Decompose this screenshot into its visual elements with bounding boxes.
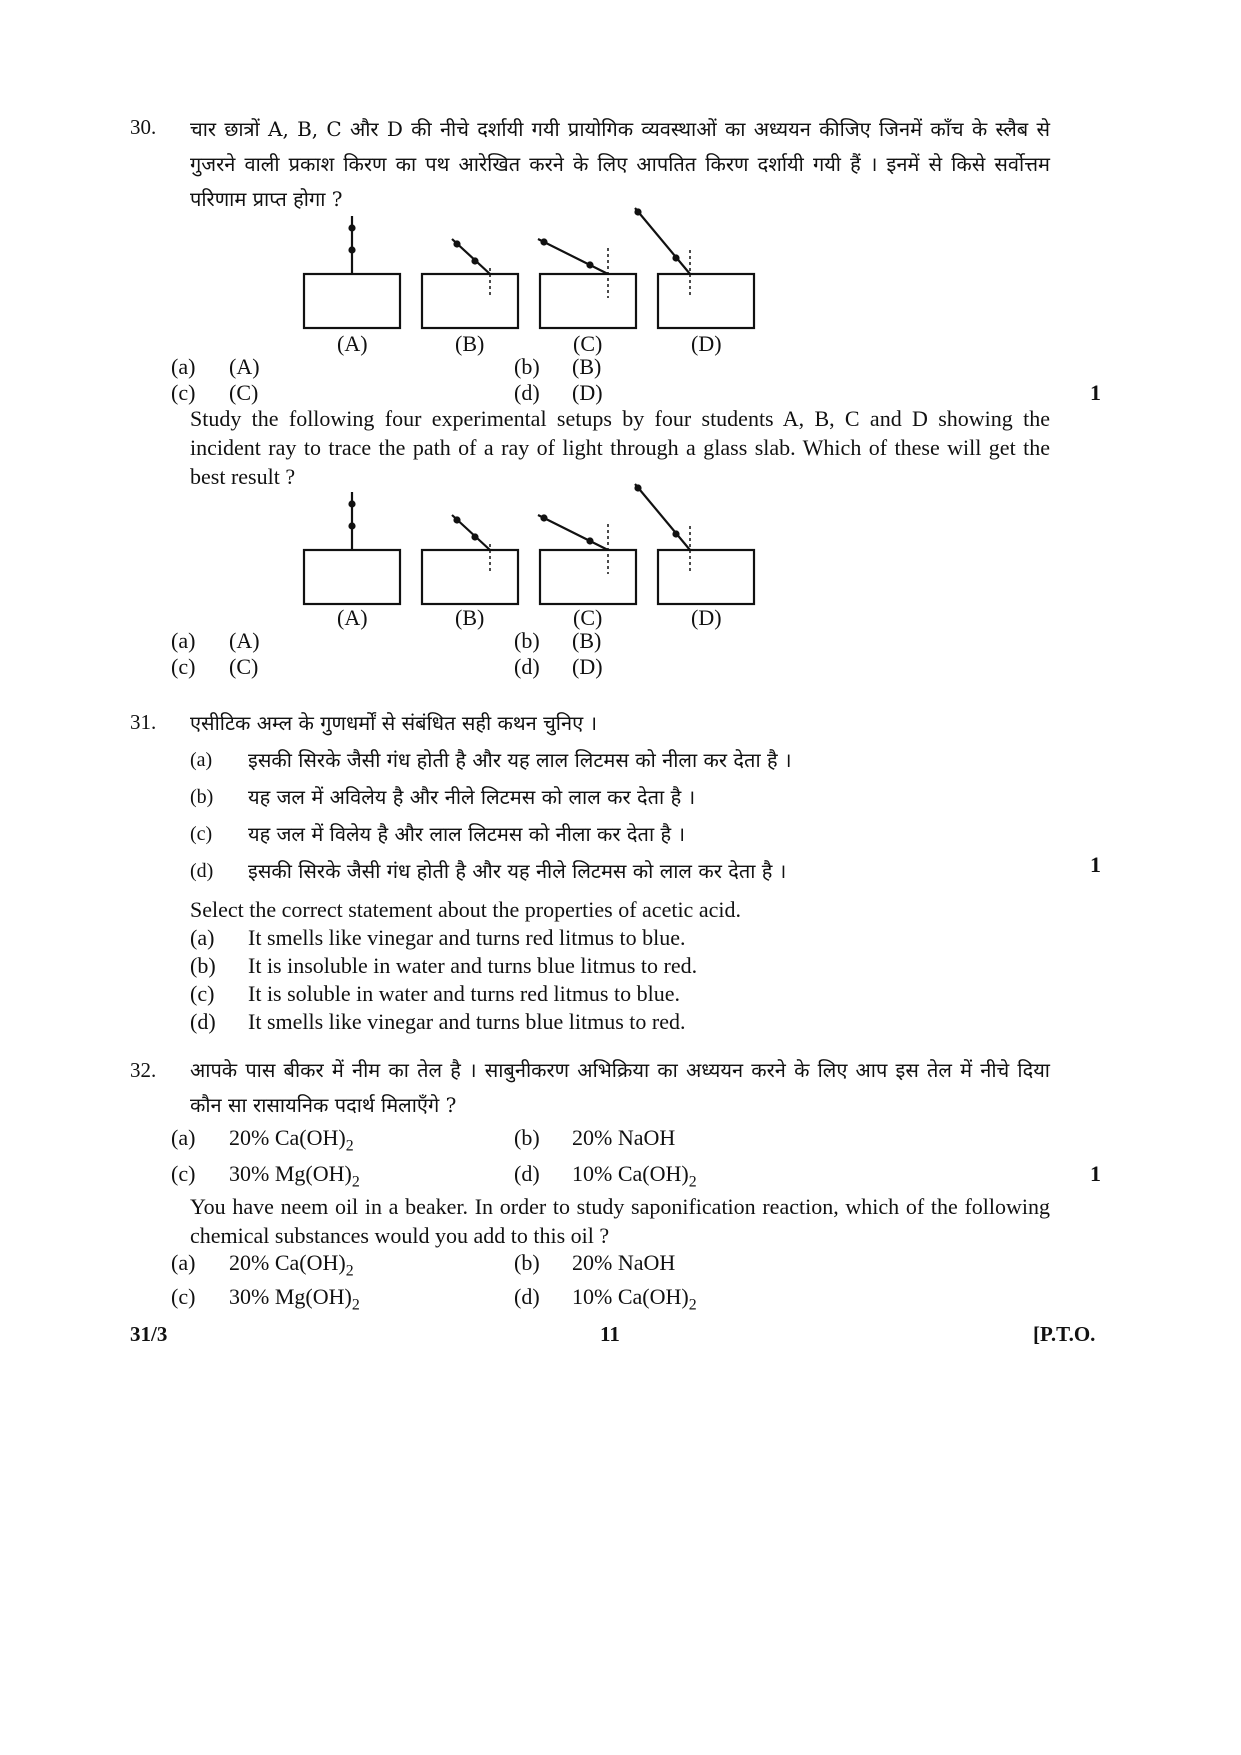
options-hindi (171, 354, 971, 410)
options-hindi (171, 1125, 971, 1197)
ray-d (635, 208, 690, 274)
option-a[interactable]: (a) It smells like vinegar and turns red litmus to blue. (190, 925, 686, 950)
glass-slab-diagram (130, 206, 890, 336)
option-a[interactable]: (a) 20% $Ca(OH)_2$ (171, 1250, 354, 1280)
question-text-english: Study the following four experimental setups by four students A, B, C and D showing the incident ray to trace the path of a ray of light through a glass slab. Which of these will get the best result ? (190, 406, 1050, 489)
glass-slab-figure-hindi (130, 206, 890, 356)
options-english (171, 1250, 971, 1322)
slab-c (540, 274, 636, 328)
figure-label: (B) (455, 605, 485, 630)
figure-label: (A) (337, 331, 368, 356)
option-c[interactable]: (c) 30% $Mg(OH)_2$ (171, 1161, 360, 1191)
option-d[interactable]: (d) (D) (514, 654, 603, 679)
slab-b (422, 274, 518, 328)
option-a[interactable]: (a) (A) (171, 354, 260, 379)
option-c[interactable]: (c) It is soluble in water and turns red litmus to blue. (190, 981, 680, 1006)
marks: 1 (1090, 380, 1101, 405)
glass-slab-diagram (130, 482, 890, 612)
option-c[interactable]: (c) 30% $Mg(OH)_2$ (171, 1284, 360, 1314)
glass-slab-figure-english (130, 482, 890, 632)
option-d[interactable]: (d) 10% $Ca(OH)_2$ (514, 1284, 697, 1314)
marks: 1 (1090, 852, 1101, 877)
option-d[interactable]: (d) इसकी सिरके जैसी गंध होती है और यह नीले लिटमस को लाल कर देता है । (190, 859, 787, 883)
question-text-hindi: एसीटिक अम्ल के गुणधर्मों से संबंधित सही कथन चुनिए । (190, 711, 598, 735)
option-c[interactable]: (c) (C) (171, 654, 259, 679)
option-a[interactable]: (a) (A) (171, 628, 260, 653)
option-a[interactable]: (a) इसकी सिरके जैसी गंध होती है और यह लाल लिटमस को नीला कर देता है । (190, 748, 792, 772)
question-text-english: You have neem oil in a beaker. In order to study saponification reaction, which of the following chemical substances would you add to this oil ? (190, 1194, 1050, 1248)
option-b[interactable]: (b) यह जल में अविलेय है और नीले लिटमस को लाल कर देता है । (190, 785, 696, 809)
question-text-hindi: आपके पास बीकर में नीम का तेल है । साबुनीकरण अभिक्रिया का अध्ययन करने के लिए आप इस तेल में नीचे दिया कौन सा रासायनिक पदार्थ मिलाएँगे ? (190, 1058, 1050, 1117)
option-b[interactable]: (b) It is insoluble in water and turns blue litmus to red. (190, 953, 698, 978)
marks: 1 (1090, 1161, 1101, 1186)
question-text-hindi: चार छात्रों A, B, C और D की नीचे दर्शायी गयी प्रायोगिक व्यवस्थाओं का अध्ययन कीजिए जिनमें काँच के स्लैब से गुजरने वाली प्रकाश किरण का पथ आरेखित करने के लिए आपतित किरण दर्शायी गयी हैं । इनमें से किसे सर्वोत्तम परिणाम प्राप्त होगा ? (190, 117, 1050, 211)
slab-d (658, 274, 754, 328)
page-number: 11 (600, 1322, 620, 1346)
question-number: 32. (130, 1058, 157, 1082)
option-d[interactable]: (d) (D) (514, 380, 603, 405)
question-number: 30. (130, 115, 157, 139)
options-hindi (190, 742, 1050, 890)
option-a[interactable]: (a) 20% $Ca(OH)_2$ (171, 1125, 354, 1155)
figure-label: (C) (573, 605, 603, 630)
figure-label: (D) (691, 605, 722, 630)
option-b[interactable]: (b) (B) (514, 628, 602, 653)
figure-label: (B) (455, 331, 485, 356)
slab-a (304, 274, 400, 328)
option-c[interactable]: (c) (C) (171, 380, 259, 405)
question-number: 31. (130, 710, 157, 734)
figure-label: (A) (337, 605, 368, 630)
question-text-english: Select the correct statement about the properties of acetic acid. (190, 897, 741, 922)
paper-code: 31/3 (130, 1322, 168, 1346)
ray-c (538, 239, 608, 274)
option-b[interactable]: (b) 20% NaOH (514, 1125, 676, 1150)
figure-label: (C) (573, 331, 603, 356)
option-d[interactable]: (d) 10% $Ca(OH)_2$ (514, 1161, 697, 1191)
pto-label: [P.T.O. (1033, 1322, 1096, 1346)
options-english (190, 924, 1050, 1036)
option-c[interactable]: (c) यह जल में विलेय है और लाल लिटमस को नीला कर देता है । (190, 822, 686, 846)
figure-label: (D) (691, 331, 722, 356)
option-b[interactable]: (b) (B) (514, 354, 602, 379)
option-d[interactable]: (d) It smells like vinegar and turns blue litmus to red. (190, 1009, 686, 1034)
options-english (171, 628, 971, 684)
option-b[interactable]: (b) 20% NaOH (514, 1250, 676, 1275)
